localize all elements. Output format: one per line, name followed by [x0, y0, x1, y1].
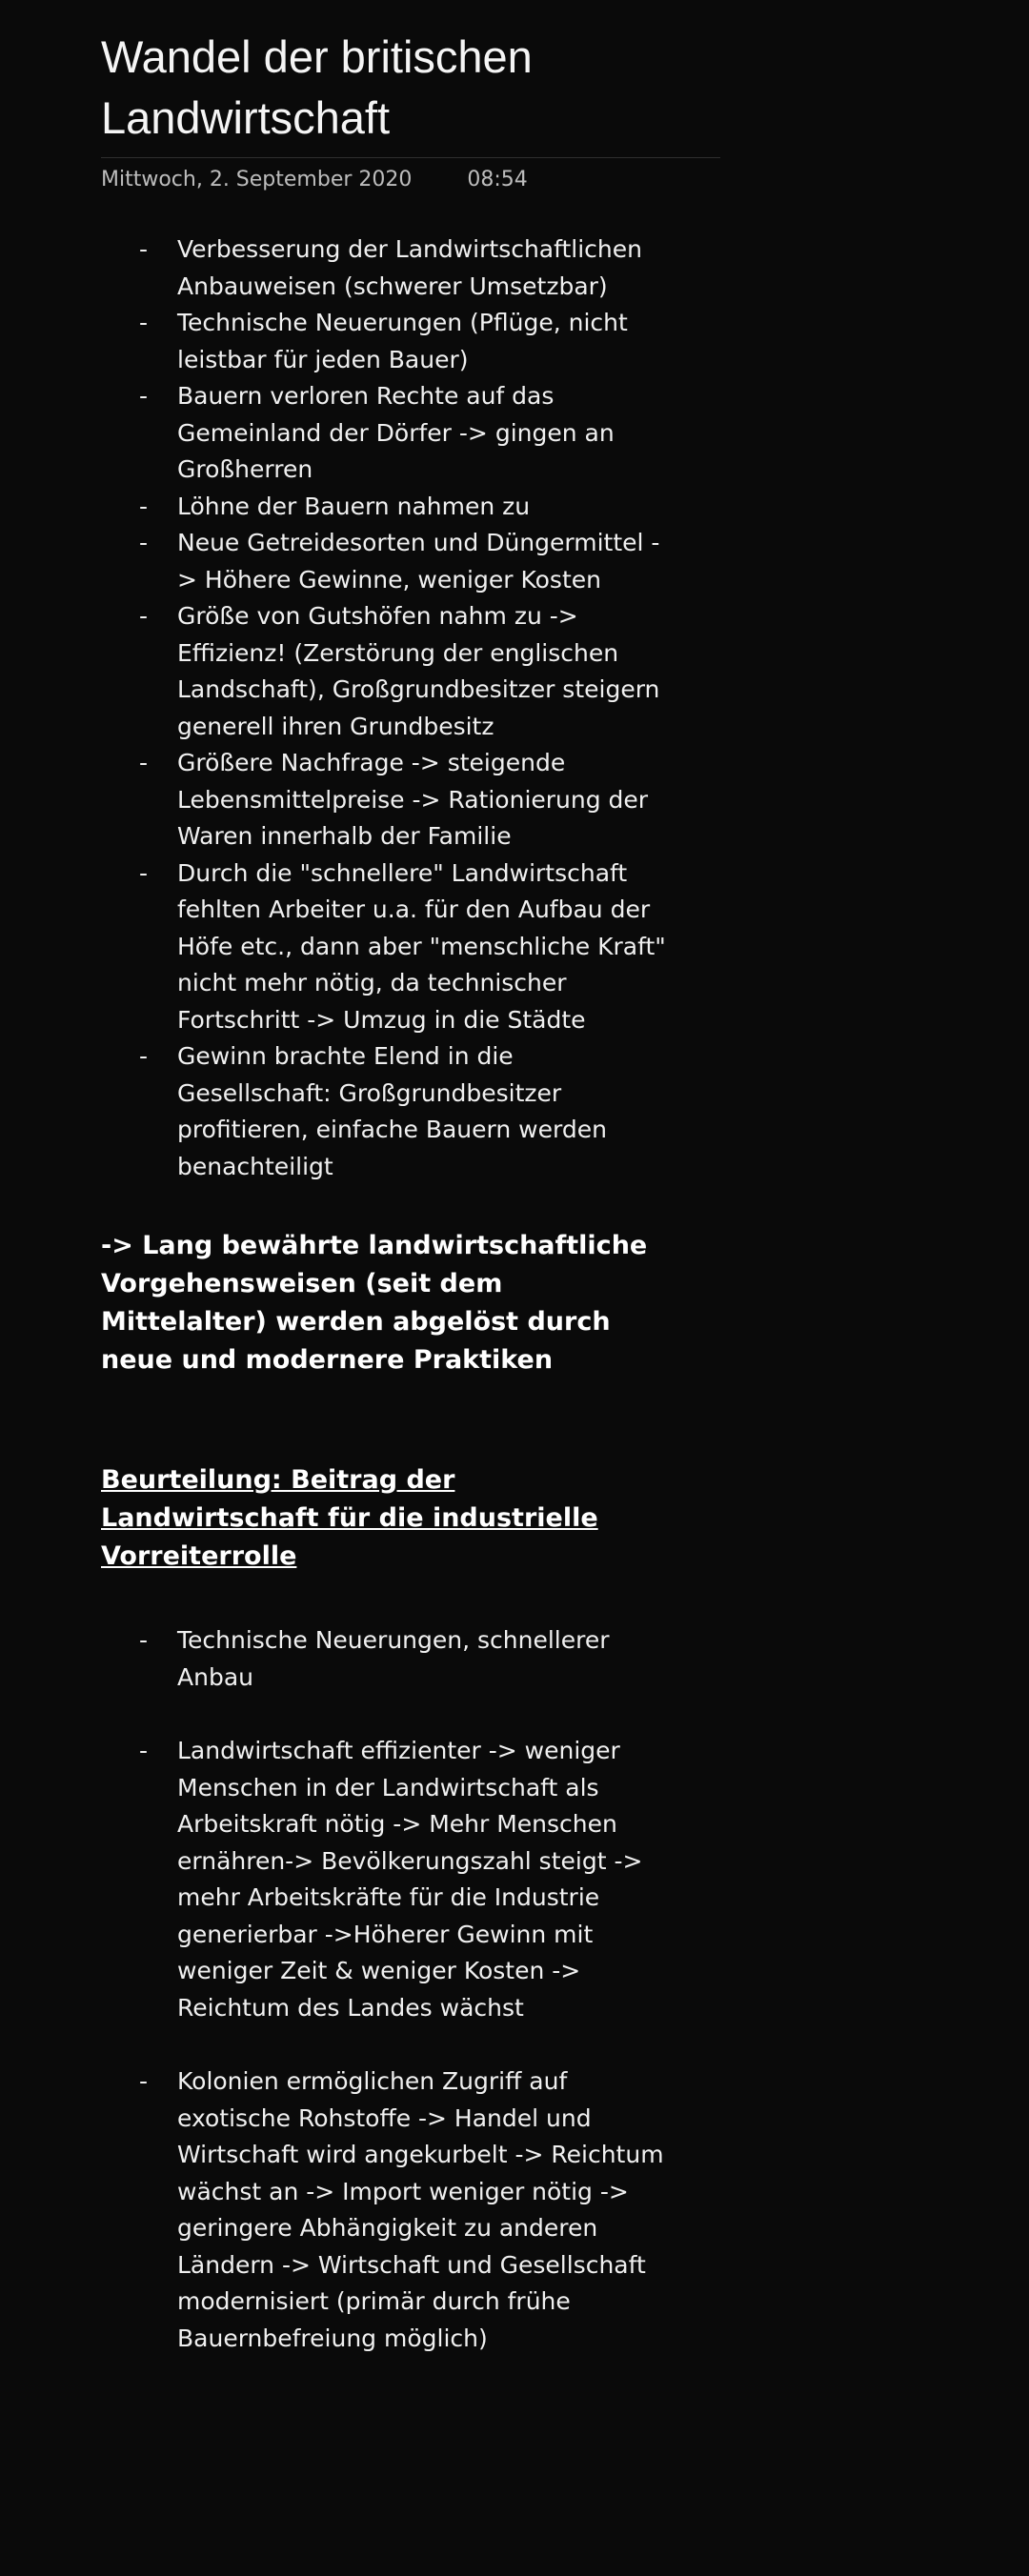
bullet-dash: - [139, 1626, 149, 1654]
conclusion-text: -> Lang bewährte landwirtschaftliche Vorgehensweisen (seit dem Mittelalter) werden abgelöst durch neue und modernere Praktiken [101, 1231, 648, 1375]
note-date: Mittwoch, 2. September 2020 [101, 168, 413, 191]
list-item [101, 2063, 673, 2357]
list-item [101, 305, 673, 378]
list-item-text: Durch die "schnellere" Landwirtschaft fehlten Arbeiter u.a. für den Aufbau der Höfe etc., dann aber "menschliche Kraft" nicht mehr nötig, da technischer Fortschritt -> Umzug in die Städte [177, 858, 666, 1034]
section-heading: Beurteilung: Beitrag der Landwirtschaft für die industrielle Vorreiterrolle [101, 1465, 598, 1571]
list-item-text: Technische Neuerungen (Pflüge, nicht leistbar für jeden Bauer) [177, 309, 628, 373]
list-item-text: Neue Getreidesorten und Düngermittel -> Höhere Gewinne, weniger Kosten [177, 529, 660, 594]
list-item-text: Kolonien ermöglichen Zugriff auf exotische Rohstoffe -> Handel und Wirtschaft wird angekurbelt -> Reichtum wächst an -> Import weniger nötig -> geringere Abhängigkeit zu anderen Ländern -> Wirtschaft und Gesellschaft modernisiert (primär durch frühe Bauernbefreiung möglich) [177, 2067, 664, 2352]
bullet-dash: - [139, 602, 149, 630]
note-time: 08:54 [467, 168, 528, 191]
list-item-text: Technische Neuerungen, schnellerer Anbau [177, 1626, 610, 1691]
bullet-dash: - [139, 1042, 149, 1070]
list-item-text: Größere Nachfrage -> steigende Lebensmittelpreise -> Rationierung der Waren innerhalb der Familie [177, 749, 649, 850]
bullet-dash: - [139, 1737, 149, 1764]
list-item-text: Löhne der Bauern nahmen zu [177, 492, 531, 520]
section2-list [101, 1622, 673, 2357]
list-item [101, 489, 673, 526]
bullet-dash: - [139, 492, 149, 520]
bullet-dash: - [139, 309, 149, 336]
title-divider [101, 157, 720, 158]
list-item-text: Verbesserung der Landwirtschaftlichen Anbauweisen (schwerer Umsetzbar) [177, 235, 643, 300]
list-item [101, 1038, 673, 1185]
note-meta [101, 166, 528, 194]
list-item [101, 855, 673, 1039]
section1-list [101, 231, 673, 1185]
list-item-text: Bauern verloren Rechte auf das Gemeinland der Dörfer -> gingen an Großherren [177, 382, 615, 483]
note-body[interactable] [101, 231, 673, 2357]
list-item [101, 231, 673, 305]
list-item [101, 598, 673, 745]
bullet-dash: - [139, 2067, 149, 2095]
bullet-dash: - [139, 749, 149, 776]
bullet-dash: - [139, 529, 149, 556]
list-item-text: Größe von Gutshöfen nahm zu -> Effizienz! (Zerstörung der englischen Landschaft), Großgrundbesitzer steigern generell ihren Grundbesitz [177, 602, 660, 740]
bullet-dash: - [139, 382, 149, 410]
list-item [101, 1733, 673, 2026]
bullet-dash: - [139, 858, 149, 887]
bullet-dash: - [139, 235, 149, 263]
list-item-text: Landwirtschaft effizienter -> weniger Menschen in der Landwirtschaft als Arbeitskraft nötig -> Mehr Menschen ernähren-> Bevölkerungszahl steigt -> mehr Arbeitskräfte für die Industrie generierbar ->Höherer Gewinn mit weniger Zeit & weniger Kosten -> Reichtum des Landes wächst [177, 1737, 643, 2022]
list-item-text: Gewinn brachte Elend in die Gesellschaft: Großgrundbesitzer profitieren, einfache Bauern werden benachteiligt [177, 1042, 607, 1180]
list-item [101, 525, 673, 598]
list-item [101, 378, 673, 489]
note-title[interactable]: Wandel der britischen Landwirtschaft [101, 31, 533, 143]
list-item [101, 745, 673, 855]
list-item [101, 1622, 673, 1696]
